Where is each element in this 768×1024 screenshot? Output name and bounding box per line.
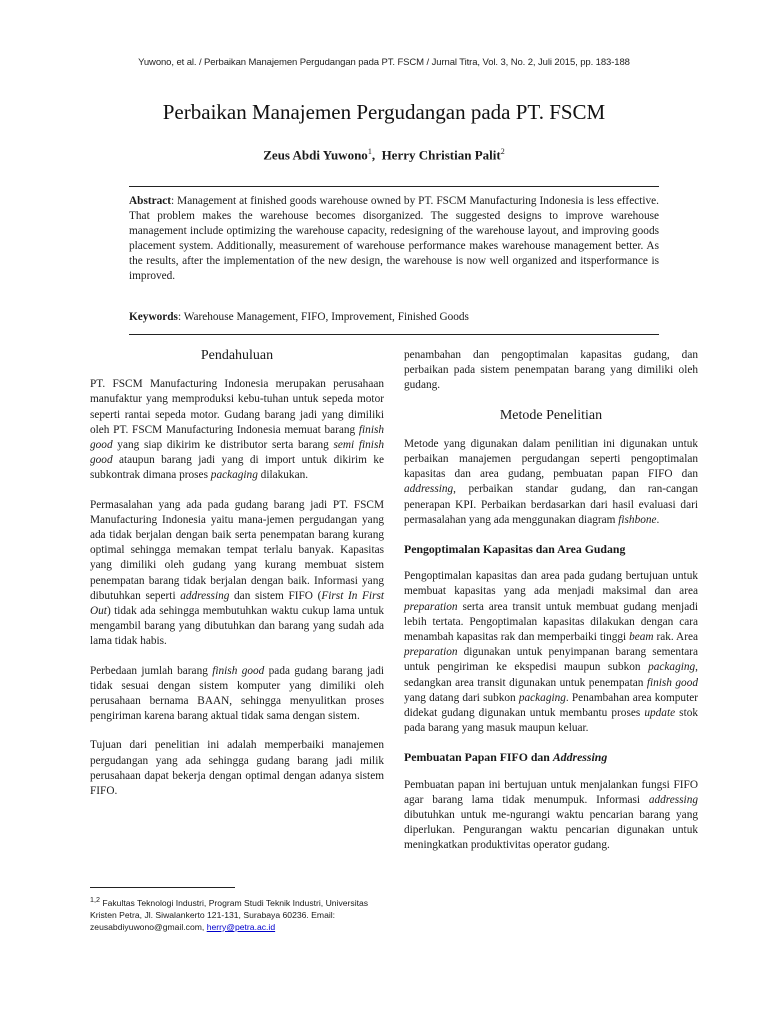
italic-term: finish good [212,664,265,677]
subsection-title-fifo [404,750,698,765]
author-line: Zeus Abdi Yuwono$^1$, Herry Christian Palit$^2$ [263,147,505,163]
text-run: Perbedaan jumlah barang [90,664,213,677]
text-run: Pembuatan Papan FIFO dan [404,750,553,765]
footnote [90,894,384,933]
italic-term: semi finish good [90,439,384,467]
italic-term: addressing [648,793,698,806]
italic-term: packaging [648,661,696,674]
text-run: . Penambahan area komputer didekat gudang digunakan untuk membantu proses [404,691,698,720]
text-run: dilakukan. [257,469,309,482]
intro-paragraph-3 [90,664,384,725]
text-run: ) tidak ada sehingga membutuhkan waktu cukup lama untuk mengambil barang yang dibutuhkan dan barang yang sudah ada lama tidak habis. [90,605,384,648]
text-run: pada gudang barang jadi tidak sesuai dengan sistem komputer yang dimiliki oleh perusahaan bernama BAAN, sehingga menyulitkan proses pengiriman karena barang aktual tidak sama dengan sistem. [90,664,384,723]
footnote-text: Fakultas Teknologi Industri, Program Studi Teknik Industri, Universitas Kristen Petra, Jl. Siwalankerto 121-131, Surabaya 60236. Email: zeusabdiyuwono@gmail.com, [90,897,369,932]
italic-term: addressing [404,483,454,496]
text-run: Permasalahan yang ada pada gudang barang jadi PT. FSCM Manufacturing Indonesia yaitu mana-jemen pergudangan yang ada tidak berjalan dengan baik serta penempatan barang kurang optimal sehingga memakan tempat terlalu banyak. Kapasitas yang dimiliki oleh gudang yang kurang membuat sistem penempatan barang tidak berjalan dengan baik. Informasi yang dibutuhkan seperti [90,498,384,602]
text-run: . [656,513,660,526]
capacity-paragraph [404,569,698,736]
text-run: yang siap dikirim ke distributor serta barang [112,439,334,452]
text-run: digunakan untuk penyimpanan barang sementara untuk pengiriman ke ekspedisi maupun subkon [404,646,698,674]
paper-title: Perbaikan Manajemen Pergudangan pada PT. FSCM [162,100,606,124]
text-run: Metode yang digunakan dalam penilitian ini digunakan untuk perbaikan manajemen pergudangan seperti pengoptimalan kapasitas dan area gudang, pembuatan papan FIFO dan [404,437,698,481]
italic-term: preparation [404,646,458,659]
italic-term: finish good [646,676,698,689]
italic-term: update [644,707,676,720]
intro-paragraph-continued: penambahan dan pengoptimalan kapasitas gudang, dan perbaikan pada sistem penempatan barang yang dimiliki oleh gudang. [404,349,698,392]
abstract-top-rule [129,186,659,187]
italic-term: Addressing [552,750,608,765]
text-run: dibutuhkan untuk me-ngurangi waktu pencarian barang yang diperlukan. Pengurangan waktu pencarian digunakan untuk meningkatkan produktivitas operator gudang. [404,809,698,852]
intro-paragraph-1 [90,377,384,483]
italic-term: First In First Out [90,589,384,618]
text-run: , sedangkan area transit digunakan untuk penempatan [404,661,698,689]
keywords-text: : Warehouse Management, FIFO, Improvement, Finished Goods [177,311,469,323]
intro-paragraph-4: Tujuan dari penelitian ini adalah memperbaiki manajemen pergudangan yang ada sehingga gudang barang jadi milik perusahaan dapat bekerja dengan optimal dengan adanya sistem FIFO. [90,739,384,798]
italic-term: finish good [90,423,384,452]
text-run: Pengoptimalan kapasitas dan area pada gudang bertujuan untuk membuat kapasitas yang ada menjadi maksimal dan area [404,570,698,598]
text-run: yang datang dari subkon [404,691,519,704]
author-2: Herry Christian Palit [381,147,501,163]
italic-term: fishbone [618,513,657,526]
subsection-title-kapasitas: Pengoptimalan Kapasitas dan Area Gudang [404,542,626,557]
text-run: dan sistem FIFO ( [229,589,322,602]
footnote-marker: 1,2 [90,896,100,904]
text-run: , perbaikan standar gudang, dan ran-cangan penerapan KPI. Perbaikan berdasarkan dari hasil evaluasi dari permasalahan yang ada menggunakan diagram [404,483,698,526]
abstract-bottom-rule [129,334,659,335]
text-run: rak. Area [653,631,698,644]
email-link[interactable]: herry@petra.ac.id [206,921,276,932]
text-run: Pembuatan papan ini bertujuan untuk menjalankan fungsi FIFO agar barang lama tidak menumpuk. Informasi [404,778,698,806]
left-column [90,348,384,813]
fifo-paragraph [404,778,698,854]
text-run: serta area transit untuk membuat gudang menjadi lebih tertata. Pengoptimalan kapasitas dilakukan dengan cara menambah kapasitas rak dan memperbaiki tinggi [404,600,698,644]
italic-term: addressing [180,589,230,602]
text-run: ataupun barang jadi yang di import untuk dikirim ke subkontrak dimana proses [90,454,384,482]
keywords [129,311,659,323]
abstract-label: Abstract [129,195,172,207]
text-run: stok pada barang yang masuk maupun keluar. [404,707,699,735]
abstract [129,194,659,284]
intro-paragraph-2 [90,498,384,650]
italic-term: beam [629,631,654,644]
text-run: PT. FSCM Manufacturing Indonesia merupakan perusahaan manufaktur yang memproduksi kebu-tuhan untuk sepeda motor seperti rantai sepeda motor. Gudang barang jadi yang dimiliki oleh PT. FSCM Manufacturing Indonesia memuat barang [90,378,384,436]
author-2-affiliation-marker: 2 [500,147,505,156]
author-1: Zeus Abdi Yuwono [263,147,368,163]
section-title-metode: Metode Penelitian [499,407,603,423]
author-1-affiliation-marker: 1 [367,147,372,156]
section-title-pendahuluan: Pendahuluan [200,348,274,363]
italic-term: packaging [210,469,258,482]
right-column [404,348,698,868]
running-header: Yuwono, et al. / Perbaikan Manajemen Pergudangan pada PT. FSCM / Jurnal Titra, Vol. 3, No. 2, Juli 2015, pp. 183-188 [138,57,630,68]
keywords-label: Keywords [129,311,178,323]
abstract-text: : Management at finished goods warehouse owned by PT. FSCM Manufacturing Indonesia is less effective. That problem makes the warehouse becomes disorganized. The suggested designs to improve warehouse management include optimizing the warehouse capacity, redesigning of the warehouse layout, and improving goods placement system. Additionally, measurement of warehouse performance makes warehouse management better. As the results, after the implementation of the new design, the warehouse is now well organized and itsperformance is improved. [129,195,659,282]
footnote-rule [90,887,235,888]
italic-term: preparation [404,600,458,613]
method-paragraph [404,437,698,528]
italic-term: packaging [518,691,566,704]
